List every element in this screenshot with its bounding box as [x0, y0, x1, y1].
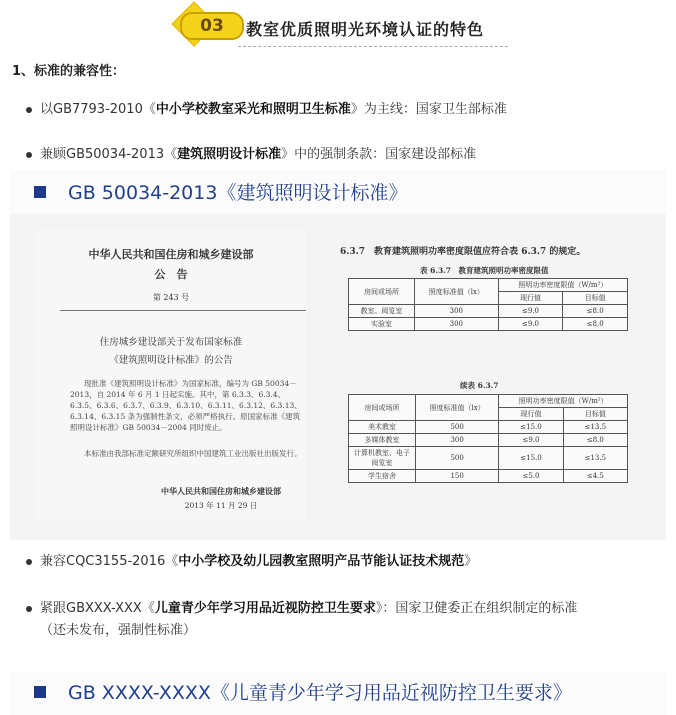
page-title: 教室优质照明光环境认证的特色	[246, 20, 485, 39]
bullet-dot-icon	[26, 606, 32, 612]
square-bullet-icon	[34, 686, 46, 698]
clause-text: 6.3.7 教育建筑照明功率密度限值应符合表 6.3.7 的规定。	[340, 247, 586, 257]
section-title: 1、标准的兼容性：	[12, 64, 126, 79]
bullet-dot-icon	[26, 152, 32, 158]
table-row: 多媒体教室 300 ≤9.0 ≤8.0	[349, 434, 628, 447]
badge-number: 03	[180, 12, 244, 40]
table-row: 美术教室 500 ≤15.0 ≤13.5	[349, 421, 628, 434]
list-item: 紧跟GBXXX-XXX《儿童青少年学习用品近视防控卫生要求》：国家卫健委正在组织制定的标准 （还未发布，强制性标准）	[40, 598, 670, 642]
divider	[60, 310, 306, 311]
bullet-dot-icon	[26, 107, 32, 113]
ministry-notice: 中华人民共和国住房和城乡建设部 公 告 第 243 号 住房城乡建设部关于发布国家标准 《建筑照明设计标准》的公告 现批准《建筑照明设计标准》为国家标准，编号为 GB 50034－2013，自 2014 年 6 月 1 日起实施。其中，第 6.3.3、6.3.4、6.3.5、6.3.6、6.3.7、6.3.9、6.3.10、6.3.11、6.3.12、6.3.13、6.3.14、6.3.15 条为强制性条文，必须严格执行。原国家标准《建筑照明设计标准》GB 50034－2004 同时废止。 本标准由我部标准定额研究所组织中国建筑工业出版社出版发行。 中华人民共和国住房和城乡建设部 2013 年 11 月 29 日	[36, 230, 306, 520]
lpd-table-2: 房间或场所 照度标准值（lx） 照明功率密度限值（W/m²） 现行值 目标值 美术教室 500 ≤15.0 ≤13.5 多媒体教室 300 ≤9.0 ≤8.0 计算机教室、电子阅览室 500 ≤15.0 ≤13.5 学生宿舍 150 ≤5.0 ≤4.5	[348, 394, 628, 483]
table-row: 计算机教室、电子阅览室 500 ≤15.0 ≤13.5	[349, 447, 628, 470]
section-header	[0, 0, 676, 56]
list-item: 以GB7793-2010《中小学校教室采光和照明卫生标准》为主线：国家卫生部标准	[40, 99, 507, 121]
bullet-dot-icon	[26, 559, 32, 565]
list-item: 兼容CQC3155-2016《中小学校及幼儿园教室照明产品节能认证技术规范》	[40, 551, 477, 573]
standard-document-image	[10, 170, 666, 540]
table-caption: 续表 6.3.7	[460, 381, 499, 390]
table-row: 实验室 300 ≤9.0 ≤8.0	[349, 318, 628, 331]
table-row: 学生宿舍 150 ≤5.0 ≤4.5	[349, 470, 628, 483]
lpd-tables	[340, 230, 640, 520]
square-bullet-icon	[34, 186, 46, 198]
title-underline	[238, 46, 508, 47]
lpd-table-1: 房间或场所 照度标准值（lx） 照明功率密度限值（W/m²） 现行值 目标值 教室、阅览室 300 ≤9.0 ≤8.0 实验室 300 ≤9.0 ≤8.0	[348, 278, 628, 331]
standard-banner-2: GB XXXX-XXXX《儿童青少年学习用品近视防控卫生要求》	[10, 672, 666, 715]
standard-banner: GB 50034-2013《建筑照明设计标准》	[10, 170, 666, 214]
table-caption: 表 6.3.7 教育建筑照明功率密度限值	[420, 266, 549, 275]
table-row: 教室、阅览室 300 ≤9.0 ≤8.0	[349, 305, 628, 318]
list-item: 兼顾GB50034-2013《建筑照明设计标准》中的强制条款：国家建设部标准	[40, 144, 476, 166]
